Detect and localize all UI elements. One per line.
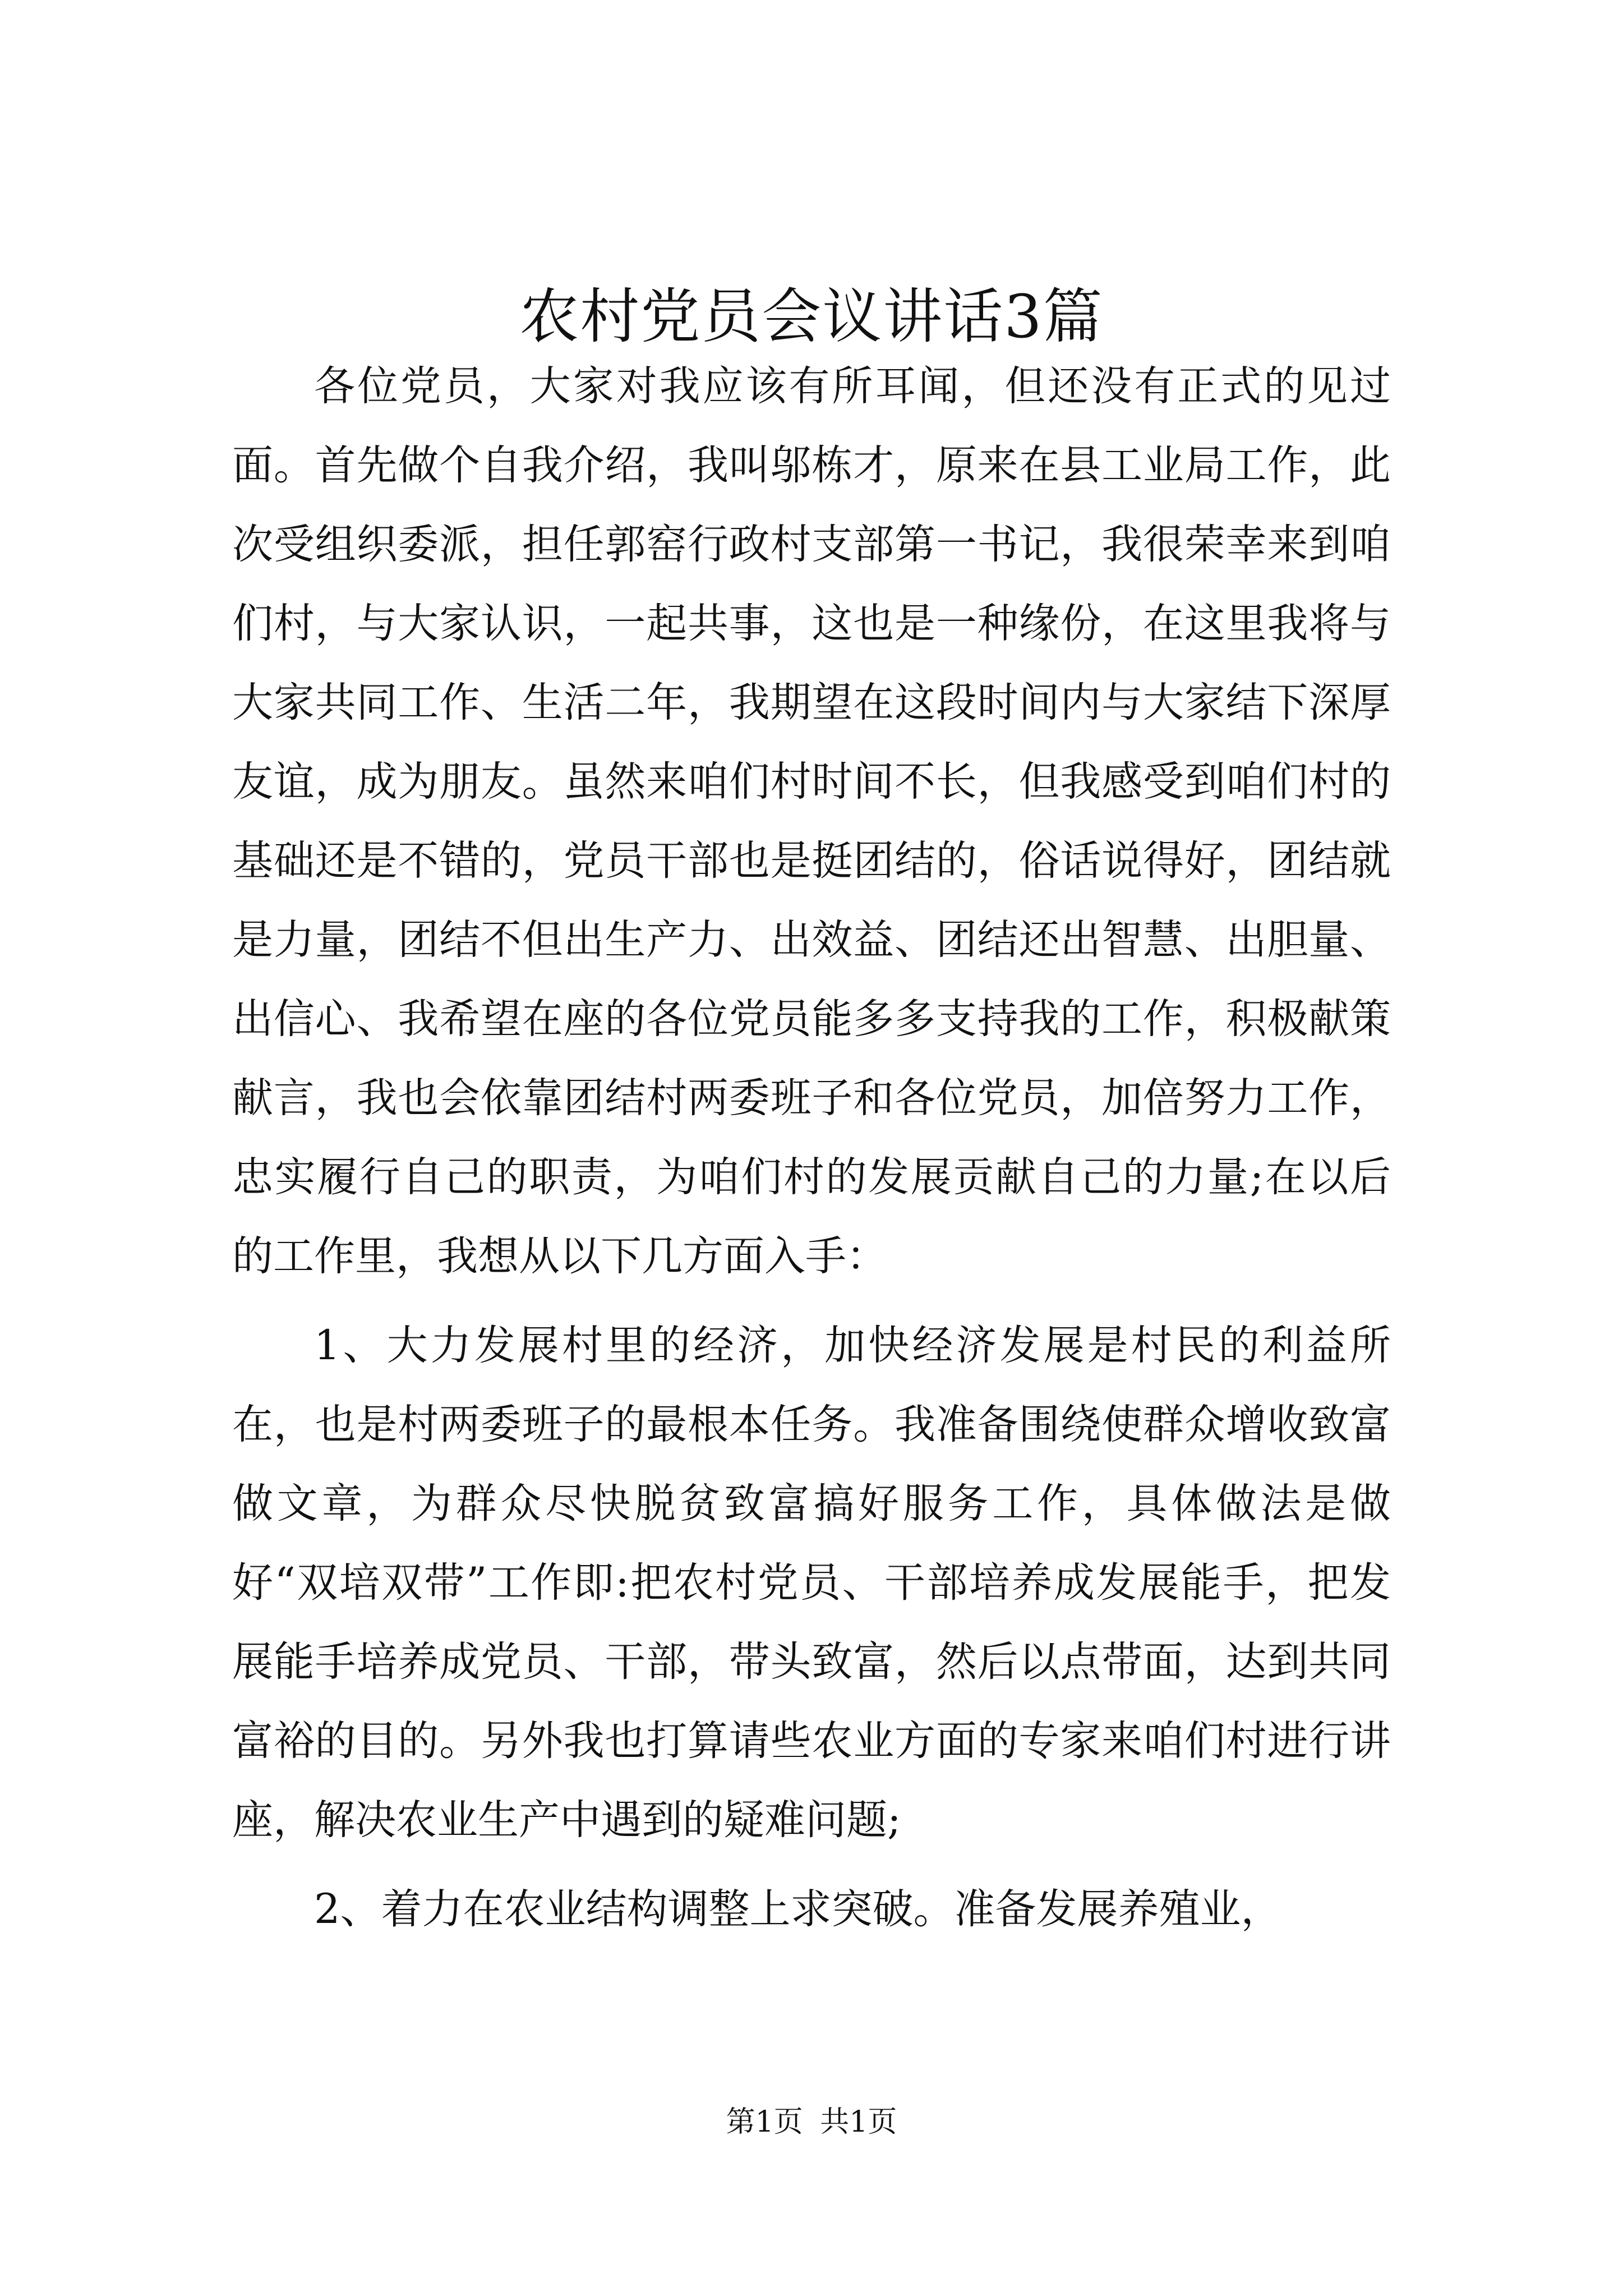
page-number-footer: 第1页 共1页 <box>726 2105 897 2139</box>
paragraph-point-2: 2、着力在农业结构调整上求突破。准备发展养殖业， <box>314 1885 1282 1933</box>
paragraph-point-1: 1、大力发展村里的经济，加快经济发展是村民的利益所在，也是村两委班子的最根本任务。我准备围绕使群众增收致富做文章，为群众尽快脱贫致富搞好服务工作，具体做法是做好“双培双带”工作即:把农村党员、干部培养成发展能手，把发展能手培养成党员、干部，带头致富，然后以点带面，达到共同富裕的目的。另外我也打算请些农业方面的专家来咱们村进行讲座，解决农业生产中遇到的疑难问题; <box>232 1322 1391 1844</box>
paragraph-introduction: 各位党员，大家对我应该有所耳闻，但还没有正式的见过面。首先做个自我介绍，我叫邬栋才，原来在县工业局工作，此次受组织委派，担任郭窑行政村支部第一书记，我很荣幸来到咱们村，与大家认识，一起共事，这也是一种缘份，在这里我将与大家共同工作、生活二年，我期望在这段时间内与大家结下深厚友谊，成为朋友。虽然来咱们村时间不长，但我感受到咱们村的基础还是不错的，党员干部也是挺团结的，俗话说得好，团结就是力量，团结不但出生产力、出效益、团结还出智慧、出胆量、出信心、我希望在座的各位党员能多多支持我的工作，积极献策献言，我也会依靠团结村两委班子和各位党员，加倍努力工作，忠实履行自己的职责，为咱们村的发展贡献自己的力量;在以后的工作里，我想从以下几方面入手： <box>232 362 1391 1280</box>
document-title: 农村党员会议讲话3篇 <box>519 282 1104 351</box>
document-body <box>232 347 1391 1949</box>
